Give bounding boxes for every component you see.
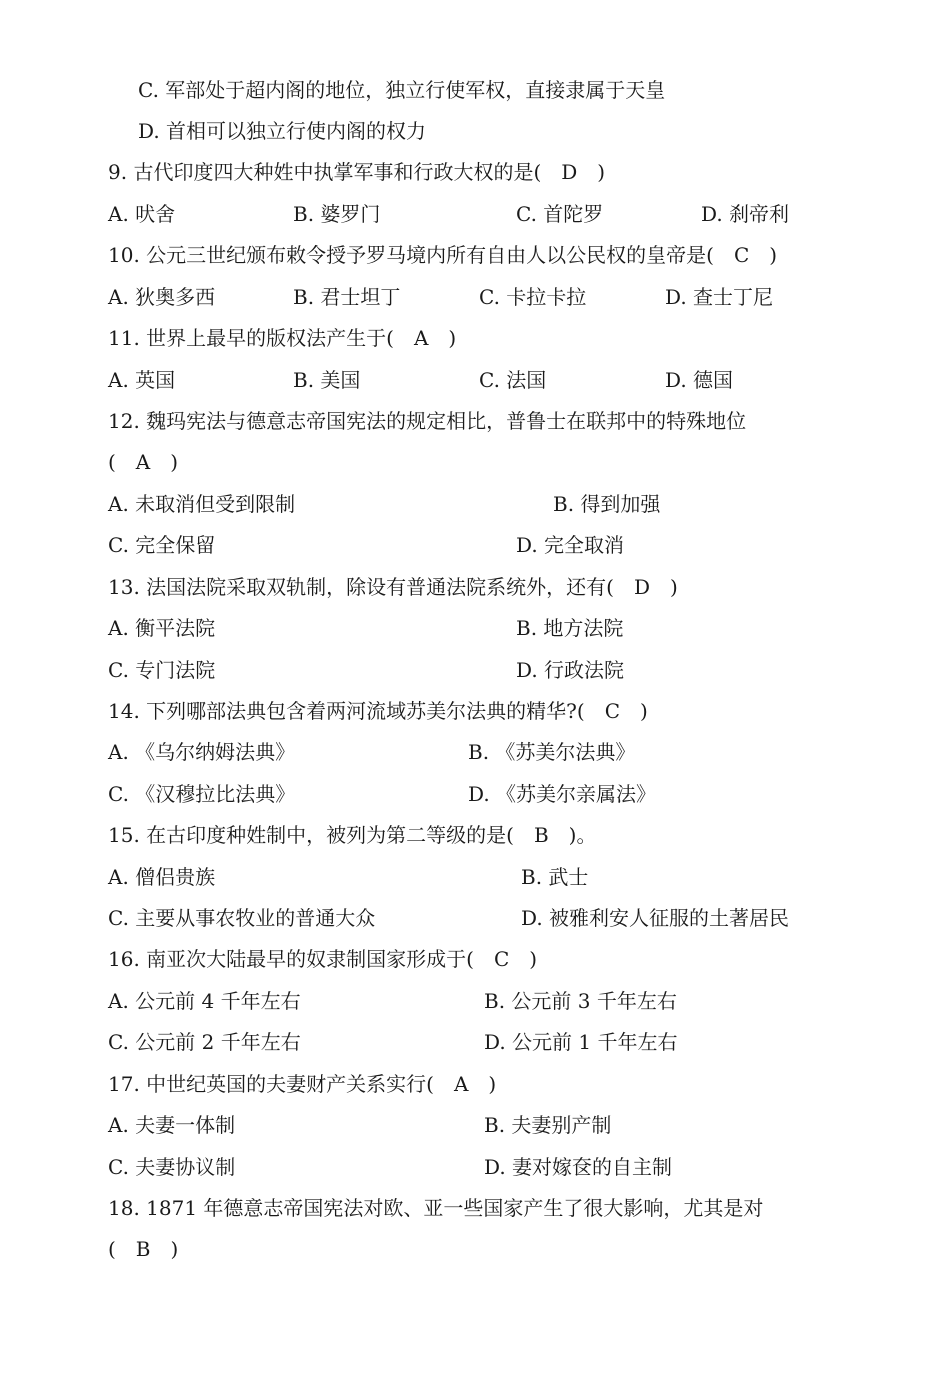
option-b: B. 《苏美尔法典》 bbox=[468, 740, 636, 764]
question-stem: 10. 公元三世纪颁布敕令授予罗马境内所有自由人以公民权的皇帝是( C ) bbox=[108, 243, 778, 267]
question-stem: 17. 中世纪英国的夫妻财产关系实行( A ) bbox=[108, 1072, 497, 1096]
option-a: A. 吠舍 bbox=[108, 202, 176, 226]
question-stem: 14. 下列哪部法典包含着两河流域苏美尔法典的精华?( C ) bbox=[108, 699, 648, 723]
option-b: B. 君士坦丁 bbox=[293, 285, 401, 309]
option-b: B. 武士 bbox=[521, 865, 589, 889]
option-a: A. 狄奥多西 bbox=[108, 285, 216, 309]
option-b: B. 婆罗门 bbox=[293, 202, 381, 226]
option-c: C. 公元前 2 千年左右 bbox=[108, 1030, 301, 1054]
question-answer: ( B ) bbox=[108, 1237, 179, 1261]
option-c: C. 法国 bbox=[479, 368, 547, 392]
question-stem: 13. 法国法院采取双轨制，除设有普通法院系统外，还有( D ) bbox=[108, 575, 678, 599]
question-stem: 16. 南亚次大陆最早的奴隶制国家形成于( C ) bbox=[108, 947, 538, 971]
option-d: D. 妻对嫁奁的自主制 bbox=[484, 1155, 673, 1179]
option-d: D. 查士丁尼 bbox=[665, 285, 774, 309]
option-b: B. 夫妻别产制 bbox=[484, 1113, 612, 1137]
option-d: D. 完全取消 bbox=[516, 533, 625, 557]
option-a: A. 公元前 4 千年左右 bbox=[108, 989, 301, 1013]
option-d: D. 行政法院 bbox=[516, 658, 625, 682]
question-stem: 9. 古代印度四大种姓中执掌军事和行政大权的是( D ) bbox=[108, 160, 606, 184]
option-c: C. 主要从事农牧业的普通大众 bbox=[108, 906, 376, 930]
question-stem: 11. 世界上最早的版权法产生于( A ) bbox=[108, 326, 457, 350]
option-d: D. 被雅利安人征服的土著居民 bbox=[521, 906, 790, 930]
option-a: A. 夫妻一体制 bbox=[108, 1113, 236, 1137]
option-a: A. 未取消但受到限制 bbox=[108, 492, 296, 516]
question-answer: ( A ) bbox=[108, 450, 179, 474]
question-stem: 15. 在古印度种姓制中，被列为第二等级的是( B )。 bbox=[108, 823, 597, 847]
option-c: C. 首陀罗 bbox=[516, 202, 604, 226]
option-c: C. 夫妻协议制 bbox=[108, 1155, 236, 1179]
option-a: A. 僧侣贵族 bbox=[108, 865, 216, 889]
question-stem: 18. 1871 年德意志帝国宪法对欧、亚一些国家产生了很大影响，尤其是对 bbox=[108, 1196, 764, 1220]
option-d: D. 首相可以独立行使内阁的权力 bbox=[138, 119, 427, 143]
option-a: A. 衡平法院 bbox=[108, 616, 216, 640]
option-d: D. 德国 bbox=[665, 368, 734, 392]
option-b: B. 地方法院 bbox=[516, 616, 624, 640]
option-d: D. 刹帝利 bbox=[701, 202, 790, 226]
option-b: B. 美国 bbox=[293, 368, 361, 392]
question-stem: 12. 魏玛宪法与德意志帝国宪法的规定相比，普鲁士在联邦中的特殊地位 bbox=[108, 409, 747, 433]
option-a: A. 《乌尔纳姆法典》 bbox=[108, 740, 296, 764]
option-d: D. 公元前 1 千年左右 bbox=[484, 1030, 678, 1054]
option-b: B. 得到加强 bbox=[553, 492, 661, 516]
option-d: D. 《苏美尔亲属法》 bbox=[468, 782, 657, 806]
option-c: C. 完全保留 bbox=[108, 533, 216, 557]
option-c: C. 军部处于超内阁的地位，独立行使军权，直接隶属于天皇 bbox=[138, 78, 666, 102]
option-a: A. 英国 bbox=[108, 368, 176, 392]
option-c: C. 卡拉卡拉 bbox=[479, 285, 587, 309]
option-b: B. 公元前 3 千年左右 bbox=[484, 989, 677, 1013]
option-c: C. 专门法院 bbox=[108, 658, 216, 682]
option-c: C. 《汉穆拉比法典》 bbox=[108, 782, 296, 806]
